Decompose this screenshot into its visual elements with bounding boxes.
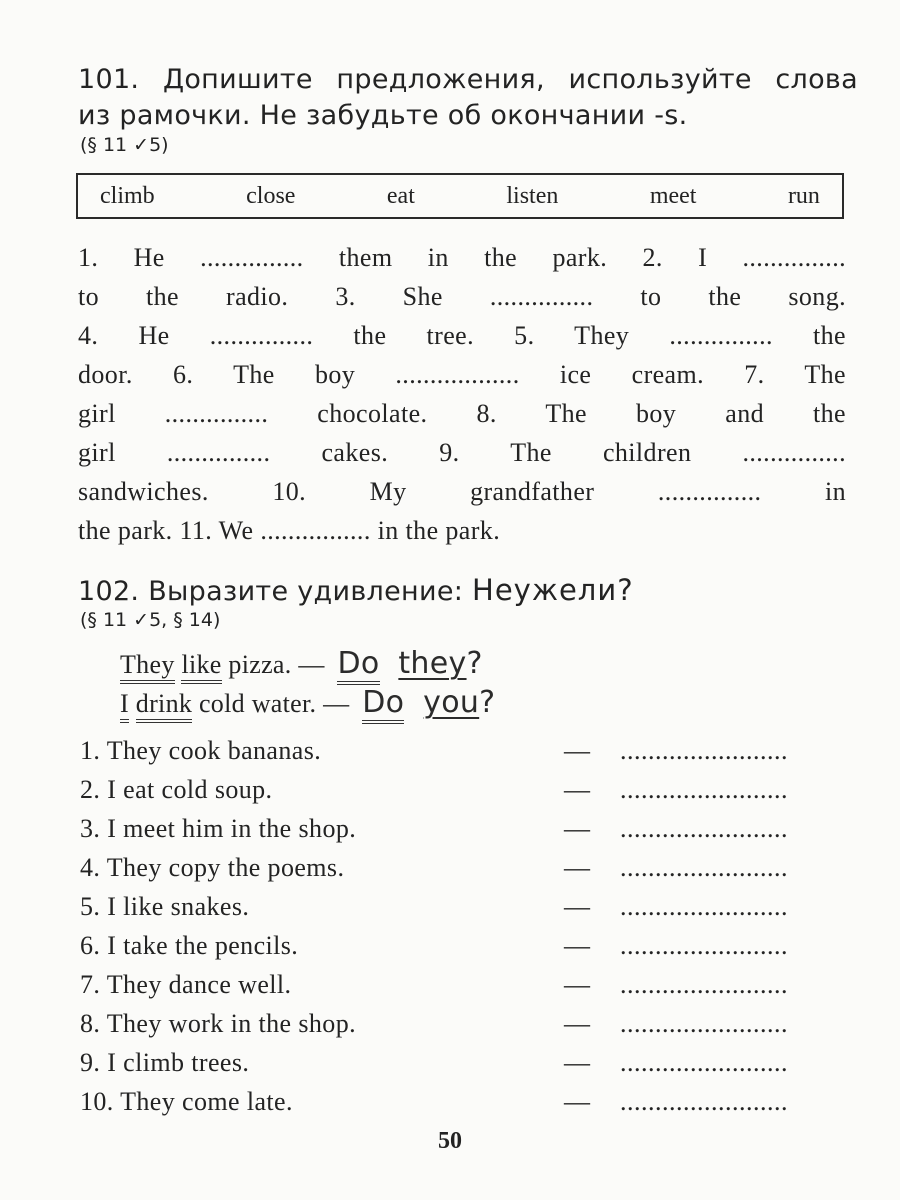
example-2-question-mark: ?: [479, 685, 496, 720]
item-sentence: 8. They work in the shop.: [80, 1009, 356, 1038]
answer-blank[interactable]: ........................: [620, 775, 788, 804]
item-sentence: 5. I like snakes.: [80, 892, 250, 921]
example-1-rest: pizza. —: [221, 650, 325, 679]
list-item: [80, 851, 850, 890]
item-dash: —: [564, 853, 591, 882]
example-1-subject: They: [120, 650, 175, 684]
answer-blank[interactable]: ........................: [620, 814, 788, 843]
item-dash: —: [564, 970, 591, 999]
example-2-rest: cold water. —: [192, 689, 350, 718]
word-box-item: listen: [506, 182, 559, 209]
item-dash: —: [564, 1009, 591, 1038]
exercise-101-title-line1: 101. Допишите предложения, используйте слова: [78, 64, 858, 95]
exercise-101-line: the park. 11. We ................ in the park.: [78, 516, 501, 545]
item-sentence: 6. I take the pencils.: [80, 931, 299, 960]
example-2-answer-pronoun: you: [423, 685, 480, 720]
list-item: [80, 890, 850, 929]
example-2-subject: I: [120, 689, 129, 723]
word-box-item: run: [787, 182, 820, 209]
item-dash: —: [564, 1087, 591, 1116]
item-sentence: 10. They come late.: [80, 1087, 293, 1116]
item-dash: —: [564, 892, 591, 921]
list-item: [80, 929, 850, 968]
exercise-101-text: [78, 238, 846, 550]
list-item: [80, 812, 850, 851]
item-dash: —: [564, 1048, 591, 1077]
example-1: [120, 646, 483, 681]
exercise-101-title: [78, 62, 858, 134]
example-1-answer-do: Do: [337, 646, 379, 685]
answer-blank[interactable]: ........................: [620, 853, 788, 882]
word-box: [76, 173, 844, 219]
answer-blank[interactable]: ........................: [620, 970, 788, 999]
item-dash: —: [564, 931, 591, 960]
answer-blank[interactable]: ........................: [620, 1009, 788, 1038]
exercise-101-line: girl ............... cakes. 9. The children ...............: [78, 438, 846, 467]
word-box-item: meet: [649, 182, 697, 209]
exercise-102-title-handwritten: Неужели?: [472, 573, 634, 607]
answer-blank[interactable]: ........................: [620, 1087, 788, 1116]
exercise-101-line: 1. He ............... them in the park. 2. I ...............: [78, 243, 846, 272]
exercise-102-title: [78, 572, 858, 610]
exercise-101-line: 4. He ............... the tree. 5. They ............... the: [78, 321, 846, 350]
exercise-101-line: door. 6. The boy .................. ice cream. 7. The: [78, 360, 846, 389]
item-sentence: 4. They copy the poems.: [80, 853, 345, 882]
item-sentence: 2. I eat cold soup.: [80, 775, 273, 804]
word-box-item: climb: [100, 182, 155, 209]
exercise-101-line: sandwiches. 10. My grandfather ............... in: [78, 477, 846, 506]
list-item: [80, 1046, 850, 1085]
answer-blank[interactable]: ........................: [620, 736, 788, 765]
word-box-item: eat: [386, 182, 415, 209]
page-number: 50: [438, 1128, 462, 1154]
answer-blank[interactable]: ........................: [620, 931, 788, 960]
answer-blank[interactable]: ........................: [620, 892, 788, 921]
item-sentence: 1. They cook bananas.: [80, 736, 322, 765]
answer-blank[interactable]: ........................: [620, 1048, 788, 1077]
exercise-101-line: to the radio. 3. She ............... to the song.: [78, 282, 846, 311]
list-item: [80, 1085, 850, 1124]
list-item: [80, 773, 850, 812]
list-item: [80, 1007, 850, 1046]
exercise-102-title-text: 102. Выразите удивление:: [78, 576, 473, 607]
exercise-101-line: girl ............... chocolate. 8. The boy and the: [78, 399, 846, 428]
example-2: [120, 685, 495, 720]
exercise-101-title-line2: из рамочки. Не забудьте об окончании -s.: [78, 100, 688, 131]
exercise-102-reference: (§ 11 ✓5, § 14): [80, 609, 221, 631]
item-sentence: 7. They dance well.: [80, 970, 292, 999]
item-sentence: 3. I meet him in the shop.: [80, 814, 357, 843]
item-sentence: 9. I climb trees.: [80, 1048, 250, 1077]
example-1-answer-pronoun: they: [398, 646, 467, 681]
exercise-102-list: [80, 734, 850, 1124]
example-1-question-mark: ?: [466, 646, 483, 681]
word-box-item: close: [246, 182, 296, 209]
item-dash: —: [564, 736, 591, 765]
example-1-verb: like: [181, 650, 221, 684]
item-dash: —: [564, 775, 591, 804]
example-2-answer-do: Do: [362, 685, 404, 724]
item-dash: —: [564, 814, 591, 843]
example-2-verb: drink: [136, 689, 192, 723]
list-item: [80, 734, 850, 773]
exercise-101-reference: (§ 11 ✓5): [80, 134, 169, 156]
list-item: [80, 968, 850, 1007]
